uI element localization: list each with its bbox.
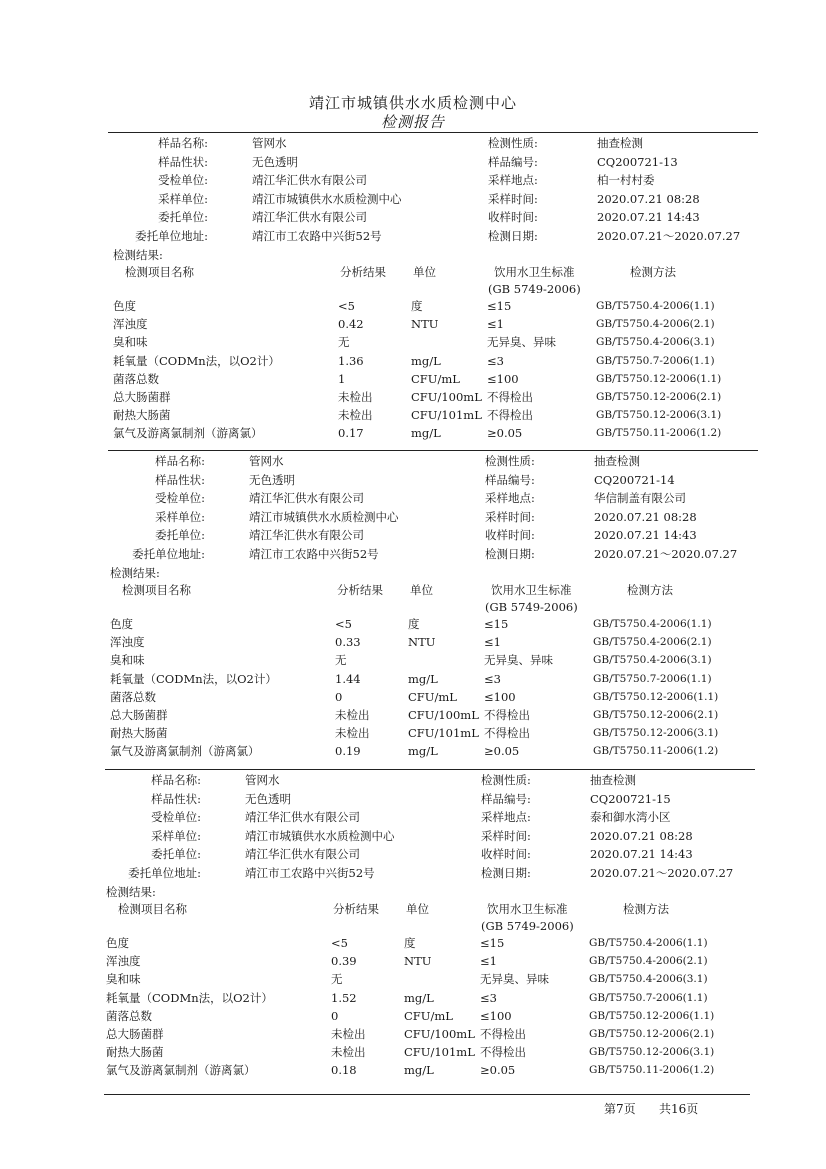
result-item: 耐热大肠菌 — [110, 726, 168, 741]
info-value-entrusting-unit: 靖江华汇供水有限公司 — [252, 210, 367, 224]
result-item: 菌落总数 — [113, 371, 159, 386]
result-standard: ≤100 — [487, 371, 519, 386]
info-label-sampling-time: 采样时间: — [481, 828, 531, 843]
result-method: GB/T5750.4-2006(2.1) — [596, 318, 715, 331]
result-standard: ≥0.05 — [487, 426, 523, 441]
result-value: 0.19 — [335, 744, 361, 759]
result-value: 未检出 — [338, 390, 373, 404]
result-unit: CFU/mL — [411, 371, 460, 386]
info-label-sampling-place: 采样地点: — [485, 491, 535, 505]
result-unit: CFU/101mL — [408, 726, 479, 741]
result-unit: NTU — [411, 317, 439, 332]
result-method: GB/T5750.4-2006(1.1) — [596, 300, 715, 312]
result-value: 未检出 — [331, 1027, 366, 1041]
result-standard: ≥0.05 — [480, 1063, 516, 1078]
col-header-unit: 单位 — [406, 902, 429, 916]
info-row — [0, 808, 826, 826]
result-item: 浑浊度 — [110, 635, 145, 650]
result-item: 耗氧量（CODMn法，以O2计） — [106, 990, 273, 1005]
results-header-row — [0, 263, 826, 281]
result-value: 无 — [335, 653, 347, 668]
info-row — [0, 208, 826, 226]
result-value: 0.42 — [338, 317, 364, 332]
result-unit: CFU/101mL — [411, 408, 482, 423]
col-header-standard-code: (GB 5749-2006) — [481, 919, 574, 933]
result-item: 臭和味 — [110, 653, 145, 668]
info-label-sample-property: 样品性状: — [151, 791, 201, 806]
info-value-sampling-unit: 靖江市城镇供水水质检测中心 — [245, 828, 395, 843]
result-row — [0, 388, 826, 406]
footer-page-number: 第7页 — [604, 1102, 636, 1116]
info-label-sampling-time: 采样时间: — [488, 191, 538, 206]
sample-divider — [105, 769, 755, 770]
info-label-sampling-place: 采样地点: — [481, 810, 531, 824]
col-header-result: 分析结果 — [333, 902, 379, 916]
info-row — [0, 452, 826, 470]
result-standard: 无异臭、异味 — [484, 653, 553, 668]
info-value-sample-name: 管网水 — [249, 454, 284, 468]
info-label-sampling-place: 采样地点: — [488, 173, 538, 187]
result-row — [0, 1061, 826, 1079]
result-unit: CFU/100mL — [408, 708, 479, 722]
result-item: 臭和味 — [113, 335, 148, 350]
col-header-standard-code: (GB 5749-2006) — [488, 282, 581, 296]
info-label-sampling-unit: 采样单位: — [158, 191, 208, 206]
results-label: 检测结果: — [113, 248, 163, 262]
result-standard: 不得检出 — [484, 708, 530, 722]
info-value-sampling-time: 2020.07.21 08:28 — [597, 191, 700, 206]
result-value: 0.33 — [335, 635, 361, 650]
col-header-item: 检测项目名称 — [125, 265, 194, 279]
info-value-sample-property: 无色透明 — [252, 154, 298, 169]
result-method: GB/T5750.4-2006(3.1) — [596, 336, 715, 349]
info-value-sampling-time: 2020.07.21 08:28 — [594, 509, 697, 524]
result-unit: CFU/100mL — [404, 1027, 475, 1041]
result-method: GB/T5750.12-2006(2.1) — [596, 391, 722, 403]
result-method: GB/T5750.12-2006(2.1) — [589, 1028, 715, 1040]
info-value-receiving-time: 2020.07.21 14:43 — [597, 210, 700, 224]
result-standard: 不得检出 — [484, 726, 530, 741]
col-header-standard: 饮用水卫生标准 — [491, 583, 572, 597]
result-row — [0, 1007, 826, 1025]
info-label-inspected-unit: 受检单位: — [155, 491, 205, 505]
result-unit: mg/L — [404, 990, 434, 1005]
result-method: GB/T5750.4-2006(1.1) — [589, 937, 708, 949]
info-label-sampling-unit: 采样单位: — [155, 509, 205, 524]
info-label-entrusting-address: 委托单位地址: — [135, 228, 208, 243]
info-value-sampling-time: 2020.07.21 08:28 — [590, 828, 693, 843]
info-row — [0, 545, 826, 563]
col-header-item: 检测项目名称 — [122, 583, 191, 597]
col-header-unit: 单位 — [413, 265, 436, 279]
col-header-method: 检测方法 — [623, 902, 669, 916]
result-item: 耐热大肠菌 — [106, 1045, 164, 1060]
info-row — [0, 864, 826, 882]
result-value: 未检出 — [338, 408, 373, 423]
info-label-sample-name: 样品名称: — [151, 773, 201, 787]
result-unit: NTU — [408, 635, 436, 650]
result-row — [0, 688, 826, 706]
info-value-sampling-unit: 靖江市城镇供水水质检测中心 — [249, 509, 399, 524]
footer-total-pages: 共16页 — [659, 1102, 699, 1116]
result-value: 0.39 — [331, 954, 357, 969]
info-value-sample-code: CQ200721-13 — [597, 154, 678, 169]
header-divider — [108, 132, 758, 133]
info-value-sampling-unit: 靖江市城镇供水水质检测中心 — [252, 191, 402, 206]
col-header-method: 检测方法 — [630, 265, 676, 279]
info-label-entrusting-address: 委托单位地址: — [132, 546, 205, 561]
result-row — [0, 615, 826, 633]
result-value: 1.52 — [331, 990, 357, 1005]
result-method: GB/T5750.7-2006(1.1) — [589, 991, 708, 1004]
result-item: 色度 — [106, 936, 129, 950]
result-row — [0, 952, 826, 970]
result-method: GB/T5750.12-2006(2.1) — [593, 709, 719, 721]
info-value-sample-property: 无色透明 — [249, 472, 295, 487]
info-value-entrusting-address: 靖江市工农路中兴街52号 — [245, 865, 375, 880]
info-label-entrusting-unit: 委托单位: — [151, 847, 201, 861]
result-row — [0, 1043, 826, 1061]
info-value-sample-code: CQ200721-15 — [590, 791, 671, 806]
info-row — [0, 134, 826, 152]
result-row — [0, 424, 826, 442]
sample-divider — [108, 450, 758, 451]
col-header-standard: 饮用水卫生标准 — [487, 902, 568, 916]
info-label-receiving-time: 收样时间: — [488, 210, 538, 224]
result-item: 菌落总数 — [106, 1008, 152, 1023]
info-row — [0, 471, 826, 489]
info-row — [0, 153, 826, 171]
result-standard: ≤1 — [480, 954, 497, 969]
info-label-sample-property: 样品性状: — [155, 472, 205, 487]
result-item: 氯气及游离氯制剂（游离氯） — [110, 744, 260, 759]
info-label-sample-code: 样品编号: — [488, 154, 538, 169]
info-row — [0, 171, 826, 189]
result-row — [0, 297, 826, 315]
result-row — [0, 1025, 826, 1043]
info-label-inspection-date: 检测日期: — [481, 865, 531, 880]
result-row — [0, 333, 826, 351]
result-standard: ≤15 — [480, 936, 505, 950]
result-value: 1.44 — [335, 671, 361, 686]
info-value-inspection-nature: 抽查检测 — [597, 136, 643, 150]
info-value-sample-code: CQ200721-14 — [594, 472, 675, 487]
info-row — [0, 489, 826, 507]
result-unit: 度 — [404, 936, 416, 950]
result-standard: ≤1 — [487, 317, 504, 332]
info-row — [0, 827, 826, 845]
info-label-entrusting-unit: 委托单位: — [158, 210, 208, 224]
info-value-inspection-date: 2020.07.21～2020.07.27 — [594, 546, 738, 561]
info-row — [0, 508, 826, 526]
result-method: GB/T5750.4-2006(2.1) — [589, 955, 708, 968]
result-standard: 无异臭、异味 — [487, 335, 556, 350]
col-header-standard: 饮用水卫生标准 — [494, 265, 575, 279]
result-row — [0, 406, 826, 424]
result-unit: 度 — [408, 617, 420, 631]
result-item: 臭和味 — [106, 972, 141, 987]
info-value-receiving-time: 2020.07.21 14:43 — [590, 847, 693, 861]
result-unit: NTU — [404, 954, 432, 969]
result-value: 无 — [331, 972, 343, 987]
info-value-entrusting-unit: 靖江华汇供水有限公司 — [245, 847, 360, 861]
result-row — [0, 970, 826, 988]
result-item: 总大肠菌群 — [113, 390, 171, 404]
result-item: 菌落总数 — [110, 689, 156, 704]
results-header-subrow — [0, 280, 826, 298]
result-value: 0 — [331, 1008, 339, 1023]
info-value-inspection-nature: 抽查检测 — [594, 454, 640, 468]
result-standard: ≤15 — [487, 299, 512, 313]
result-standard: ≤15 — [484, 617, 509, 631]
result-item: 氯气及游离氯制剂（游离氯） — [106, 1063, 256, 1078]
info-row — [0, 771, 826, 789]
info-row — [0, 845, 826, 863]
result-row — [0, 706, 826, 724]
result-standard: ≥0.05 — [484, 744, 520, 759]
result-value: 0.18 — [331, 1063, 357, 1078]
result-item: 耐热大肠菌 — [113, 408, 171, 423]
info-label-sample-property: 样品性状: — [158, 154, 208, 169]
result-unit: mg/L — [411, 426, 441, 441]
result-method: GB/T5750.12-2006(1.1) — [589, 1009, 715, 1022]
result-method: GB/T5750.4-2006(3.1) — [589, 973, 708, 986]
info-value-inspection-date: 2020.07.21～2020.07.27 — [597, 228, 741, 243]
result-value: <5 — [331, 936, 348, 950]
info-value-inspected-unit: 靖江华汇供水有限公司 — [245, 810, 360, 824]
info-value-sampling-place: 柏一村村委 — [597, 173, 655, 187]
info-label-entrusting-unit: 委托单位: — [155, 528, 205, 542]
result-row — [0, 670, 826, 688]
result-item: 氯气及游离氯制剂（游离氯） — [113, 426, 263, 441]
result-method: GB/T5750.7-2006(1.1) — [596, 354, 715, 367]
result-method: GB/T5750.4-2006(2.1) — [593, 636, 712, 649]
col-header-item: 检测项目名称 — [118, 902, 187, 916]
sample-block — [0, 134, 826, 454]
report-subtitle: 检测报告 — [380, 113, 445, 131]
sample-block — [0, 771, 826, 1091]
info-label-sampling-time: 采样时间: — [485, 509, 535, 524]
result-method: GB/T5750.4-2006(3.1) — [593, 654, 712, 667]
results-header-subrow — [0, 598, 826, 616]
result-method: GB/T5750.11-2006(1.2) — [589, 1064, 715, 1077]
info-value-sample-name: 管网水 — [245, 773, 280, 787]
results-label: 检测结果: — [110, 566, 160, 580]
info-value-inspected-unit: 靖江华汇供水有限公司 — [252, 173, 367, 187]
result-method: GB/T5750.4-2006(1.1) — [593, 618, 712, 630]
result-row — [0, 934, 826, 952]
info-row — [0, 790, 826, 808]
info-label-sample-code: 样品编号: — [481, 791, 531, 806]
info-label-receiving-time: 收样时间: — [481, 847, 531, 861]
result-unit: CFU/101mL — [404, 1045, 475, 1060]
result-row — [0, 370, 826, 388]
info-row — [0, 227, 826, 245]
result-method: GB/T5750.12-2006(1.1) — [593, 690, 719, 703]
col-header-method: 检测方法 — [627, 583, 673, 597]
result-method: GB/T5750.7-2006(1.1) — [593, 672, 712, 685]
result-item: 耗氧量（CODMn法，以O2计） — [110, 671, 277, 686]
result-value: 未检出 — [335, 726, 370, 741]
col-header-standard-code: (GB 5749-2006) — [485, 600, 578, 614]
info-value-sample-property: 无色透明 — [245, 791, 291, 806]
result-value: 1.36 — [338, 353, 364, 368]
info-label-sampling-unit: 采样单位: — [151, 828, 201, 843]
info-value-receiving-time: 2020.07.21 14:43 — [594, 528, 697, 542]
result-row — [0, 633, 826, 651]
result-item: 浑浊度 — [106, 954, 141, 969]
result-row — [0, 315, 826, 333]
info-label-inspection-nature: 检测性质: — [488, 136, 538, 150]
result-value: 未检出 — [331, 1045, 366, 1060]
result-item: 总大肠菌群 — [106, 1027, 164, 1041]
info-value-sample-name: 管网水 — [252, 136, 287, 150]
result-item: 总大肠菌群 — [110, 708, 168, 722]
info-label-inspected-unit: 受检单位: — [151, 810, 201, 824]
info-value-inspection-nature: 抽查检测 — [590, 773, 636, 787]
result-method: GB/T5750.12-2006(3.1) — [593, 727, 719, 740]
result-value: <5 — [335, 617, 352, 631]
result-standard: ≤3 — [484, 671, 501, 686]
result-row — [0, 989, 826, 1007]
result-unit: 度 — [411, 299, 423, 313]
result-value: 无 — [338, 335, 350, 350]
result-value: 未检出 — [335, 708, 370, 722]
info-value-sampling-place: 华信制盖有限公司 — [594, 491, 686, 505]
result-item: 色度 — [113, 299, 136, 313]
info-label-entrusting-address: 委托单位地址: — [128, 865, 201, 880]
footer-divider — [104, 1094, 750, 1095]
result-standard: 不得检出 — [487, 390, 533, 404]
result-value: 1 — [338, 371, 346, 386]
info-label-inspection-nature: 检测性质: — [481, 773, 531, 787]
result-unit: mg/L — [404, 1063, 434, 1078]
info-value-entrusting-address: 靖江市工农路中兴街52号 — [249, 546, 379, 561]
result-item: 耗氧量（CODMn法，以O2计） — [113, 353, 280, 368]
result-row — [0, 352, 826, 370]
result-unit: mg/L — [408, 744, 438, 759]
info-label-sample-code: 样品编号: — [485, 472, 535, 487]
result-row — [0, 742, 826, 760]
result-row — [0, 651, 826, 669]
info-label-receiving-time: 收样时间: — [485, 528, 535, 542]
info-row — [0, 526, 826, 544]
info-value-entrusting-address: 靖江市工农路中兴街52号 — [252, 228, 382, 243]
sample-block — [0, 452, 826, 772]
results-header-row — [0, 900, 826, 918]
result-standard: 不得检出 — [487, 408, 533, 423]
result-method: GB/T5750.11-2006(1.2) — [596, 427, 722, 440]
result-standard: 无异臭、异味 — [480, 972, 549, 987]
result-unit: mg/L — [408, 671, 438, 686]
result-value: 0 — [335, 689, 343, 704]
info-label-inspection-date: 检测日期: — [485, 546, 535, 561]
info-value-sampling-place: 泰和御水湾小区 — [590, 810, 671, 824]
info-value-entrusting-unit: 靖江华汇供水有限公司 — [249, 528, 364, 542]
result-method: GB/T5750.12-2006(3.1) — [596, 409, 722, 422]
result-item: 浑浊度 — [113, 317, 148, 332]
info-value-inspection-date: 2020.07.21～2020.07.27 — [590, 865, 734, 880]
info-label-inspected-unit: 受检单位: — [158, 173, 208, 187]
results-label: 检测结果: — [106, 885, 156, 899]
result-value: 0.17 — [338, 426, 364, 441]
result-standard: 不得检出 — [480, 1045, 526, 1060]
info-label-sample-name: 样品名称: — [155, 454, 205, 468]
result-standard: ≤100 — [484, 689, 516, 704]
result-standard: ≤100 — [480, 1008, 512, 1023]
col-header-result: 分析结果 — [337, 583, 383, 597]
result-method: GB/T5750.12-2006(3.1) — [589, 1046, 715, 1059]
result-row — [0, 724, 826, 742]
result-unit: mg/L — [411, 353, 441, 368]
result-standard: ≤3 — [487, 353, 504, 368]
results-header-row — [0, 581, 826, 599]
col-header-result: 分析结果 — [340, 265, 386, 279]
info-row — [0, 190, 826, 208]
report-title: 靖江市城镇供水水质检测中心 — [308, 94, 517, 112]
result-unit: CFU/100mL — [411, 390, 482, 404]
info-label-sample-name: 样品名称: — [158, 136, 208, 150]
info-label-inspection-date: 检测日期: — [488, 228, 538, 243]
result-standard: 不得检出 — [480, 1027, 526, 1041]
result-unit: CFU/mL — [404, 1008, 453, 1023]
result-standard: ≤3 — [480, 990, 497, 1005]
result-method: GB/T5750.11-2006(1.2) — [593, 745, 719, 758]
col-header-unit: 单位 — [410, 583, 433, 597]
info-label-inspection-nature: 检测性质: — [485, 454, 535, 468]
results-header-subrow — [0, 917, 826, 935]
result-unit: CFU/mL — [408, 689, 457, 704]
result-standard: ≤1 — [484, 635, 501, 650]
result-item: 色度 — [110, 617, 133, 631]
result-method: GB/T5750.12-2006(1.1) — [596, 372, 722, 385]
info-value-inspected-unit: 靖江华汇供水有限公司 — [249, 491, 364, 505]
result-value: <5 — [338, 299, 355, 313]
